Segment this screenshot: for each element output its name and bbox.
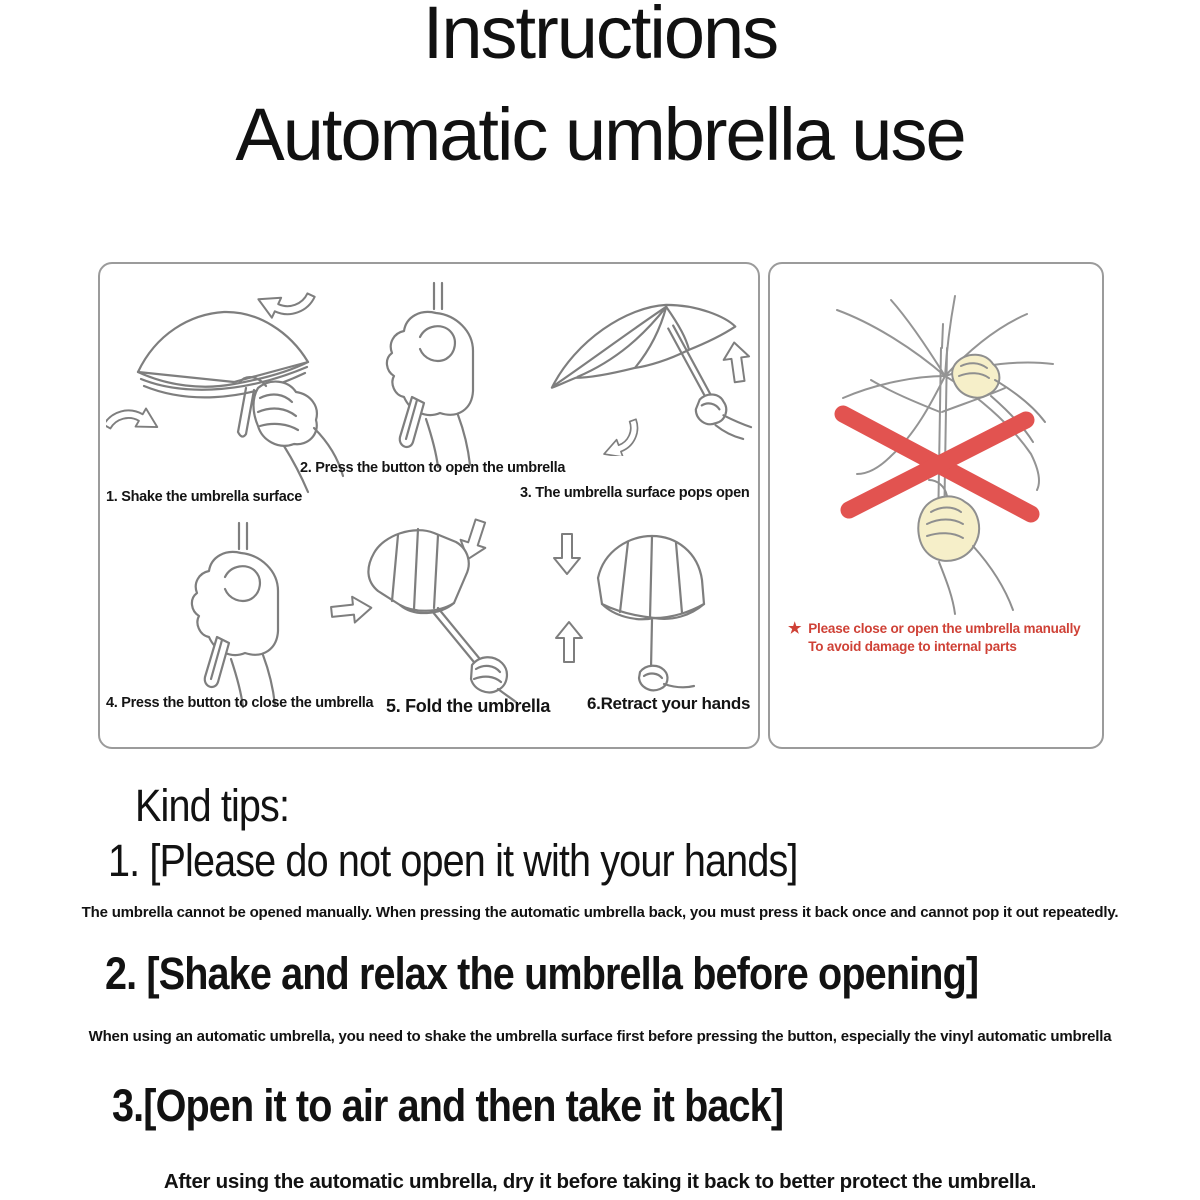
step-caption-2: 2. Press the button to open the umbrella (300, 460, 566, 476)
star-icon: ★ (788, 620, 802, 637)
step-caption-5: 5. Fold the umbrella (386, 696, 551, 716)
tip3-body: After using the automatic umbrella, dry it before taking it back to better protect the umbrella. (163, 1170, 1037, 1193)
do-not-open-by-hand-illustration (795, 284, 1077, 619)
step-caption-1: 1. Shake the umbrella surface (106, 489, 302, 505)
step5-fold-umbrella-illustration (322, 509, 522, 704)
warning-note (788, 620, 1080, 655)
step-caption-6: 6.Retract your hands (587, 694, 751, 713)
tip3-title: 3.[Open it to air and then take it back] (112, 1080, 784, 1131)
tip2-body: When using an automatic umbrella, you need to shake the umbrella surface first before pressing the button, especially the vinyl automatic umbrella (88, 1028, 1112, 1045)
page-subtitle: Automatic umbrella use (235, 93, 965, 176)
page-title: Instructions (422, 0, 778, 74)
step2-press-button-illustration (355, 279, 525, 469)
warning-line-2: To avoid damage to internal parts (808, 638, 1017, 654)
step6-retract-hands-illustration (532, 516, 747, 696)
step4-press-button-illustration (160, 519, 330, 709)
tip1-body: The umbrella cannot be opened manually. When pressing the automatic umbrella back, you must press it back once and cannot pop it out repeatedly. (81, 904, 1119, 921)
step-caption-4: 4. Press the button to close the umbrella (106, 695, 374, 711)
tip1-title: 1. [Please do not open it with your hands] (108, 835, 798, 886)
kind-tips-heading: Kind tips: (135, 780, 290, 831)
steps-panel (98, 262, 760, 749)
tip2-title: 2. [Shake and relax the umbrella before opening] (105, 948, 979, 999)
warning-line-1: Please close or open the umbrella manually (808, 621, 1081, 636)
warning-panel (768, 262, 1104, 749)
step-caption-3: 3. The umbrella surface pops open (520, 485, 750, 501)
step3-umbrella-open-illustration (542, 276, 754, 456)
